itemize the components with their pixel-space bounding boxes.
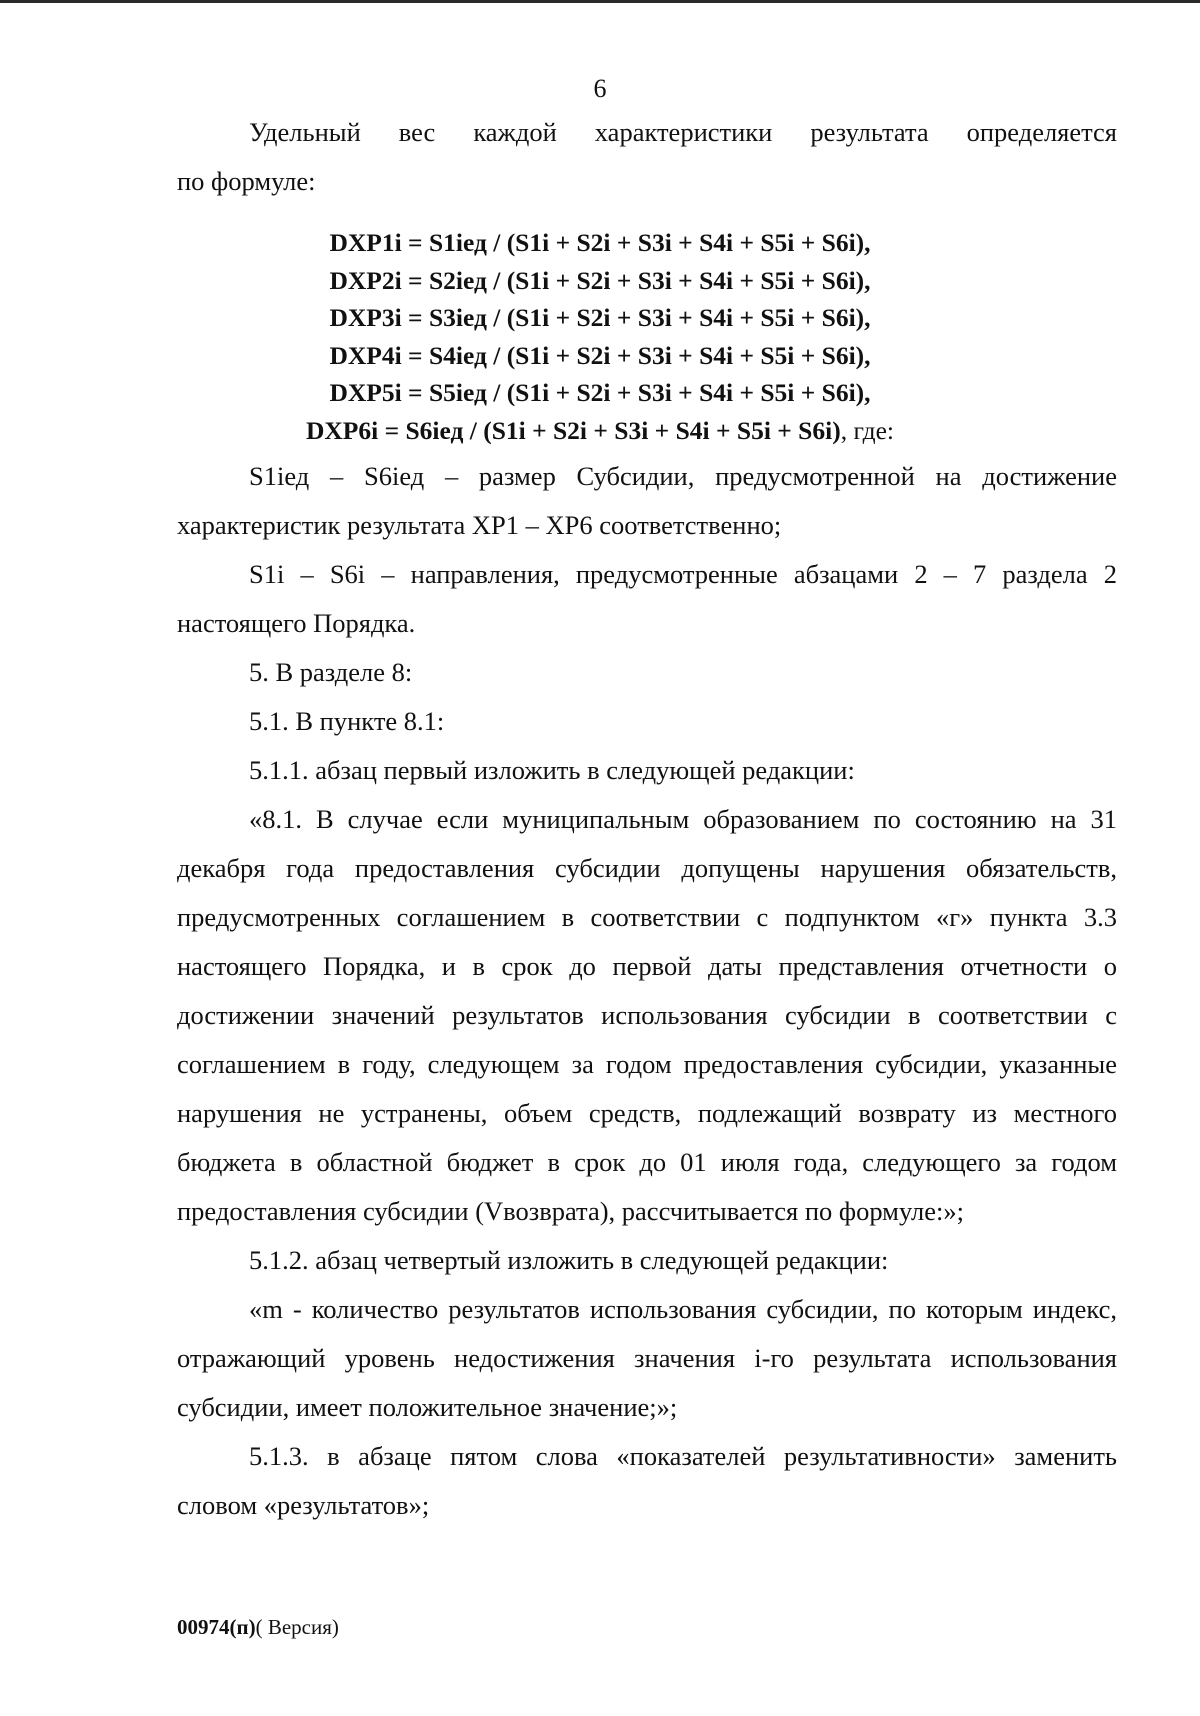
formula-text: DXP3i = S3iед / (S1i + S2i + S3i + S4i + S5i + S6i), xyxy=(329,303,871,332)
intro-paragraph xyxy=(177,108,1117,206)
formula-text: DXP1i = S1iед / (S1i + S2i + S3i + S4i + S5i + S6i), xyxy=(329,228,871,257)
paragraph-5-1-2: 5.1.2. абзац четвертый изложить в следующей редакции: xyxy=(249,1245,889,1275)
paragraph-s1i-definition: S1i – S6i – направления, предусмотренные абзацами 2 – 7 раздела 2 настоящего Порядка. xyxy=(177,559,1117,638)
formula-dxp2 xyxy=(0,262,1200,300)
formula-dxp3 xyxy=(0,299,1200,337)
intro-line-2: по формуле: xyxy=(177,166,316,196)
paragraph-8-1-text: «8.1. В случае если муниципальным образованием по состоянию на 31 декабря года предоставления субсидии допущены нарушения обязательств, предусмотренных соглашением в соответствии с подпунктом «г» пункта 3.3 настоящего Порядка, и в срок до первой даты представления отчетности о достижении значений результатов использования субсидии в соответствии с соглашением в году, следующем за годом предоставления субсидии, указанные нарушения не устранены, объем средств, подлежащий возврату из местного бюджета в областной бюджет в срок до 01 июля года, следующего за годом предоставления субсидии (Vвозврата), рассчитывается по формуле:»; xyxy=(177,804,1117,1226)
paragraph-s1ied-definition: S1iед – S6iед – размер Субсидии, предусмотренной на достижение характеристик результата ХР1 – ХР6 соответственно; xyxy=(177,461,1117,540)
paragraph-5-1-3: 5.1.3. в абзаце пятом слова «показателей результативности» заменить словом «результатов»; xyxy=(177,1441,1117,1520)
paragraph-5-1: 5.1. В пункте 8.1: xyxy=(249,706,445,736)
formula-text: DXP5i = S5iед / (S1i + S2i + S3i + S4i + S5i + S6i), xyxy=(329,378,871,407)
version-label: ( Версия) xyxy=(255,1615,339,1639)
formula-dxp6 xyxy=(0,412,1200,450)
page-number: 6 xyxy=(593,74,607,103)
intro-line-1: Удельный вес каждой характеристики результата определяется xyxy=(249,117,1117,147)
formula-dxp1 xyxy=(0,224,1200,262)
formula-block xyxy=(0,224,1200,449)
formula-text: DXP6i = S6iед / (S1i + S2i + S3i + S4i + S5i + S6i) xyxy=(305,415,841,445)
top-scan-edge xyxy=(0,0,1200,3)
formula-tail: , где: xyxy=(840,415,895,445)
body-text xyxy=(177,452,1117,1530)
footer-version xyxy=(177,1615,339,1640)
paragraph-5-1-1: 5.1.1. абзац первый изложить в следующей редакции: xyxy=(249,755,855,785)
formula-text: DXP4i = S4iед / (S1i + S2i + S3i + S4i + S5i + S6i), xyxy=(329,340,871,370)
paragraph-m-definition: «m - количество результатов использования субсидии, по которым индекс, отражающий уровень недостижения значения i-го результата использования субсидии, имеет положительное значение;»; xyxy=(177,1294,1117,1422)
document-code: 00974(п) xyxy=(177,1615,256,1639)
formula-dxp5 xyxy=(0,374,1200,412)
formula-text: DXP2i = S2iед / (S1i + S2i + S3i + S4i + S5i + S6i), xyxy=(329,265,871,295)
formula-dxp4 xyxy=(0,337,1200,375)
paragraph-section-5: 5. В разделе 8: xyxy=(249,657,413,687)
